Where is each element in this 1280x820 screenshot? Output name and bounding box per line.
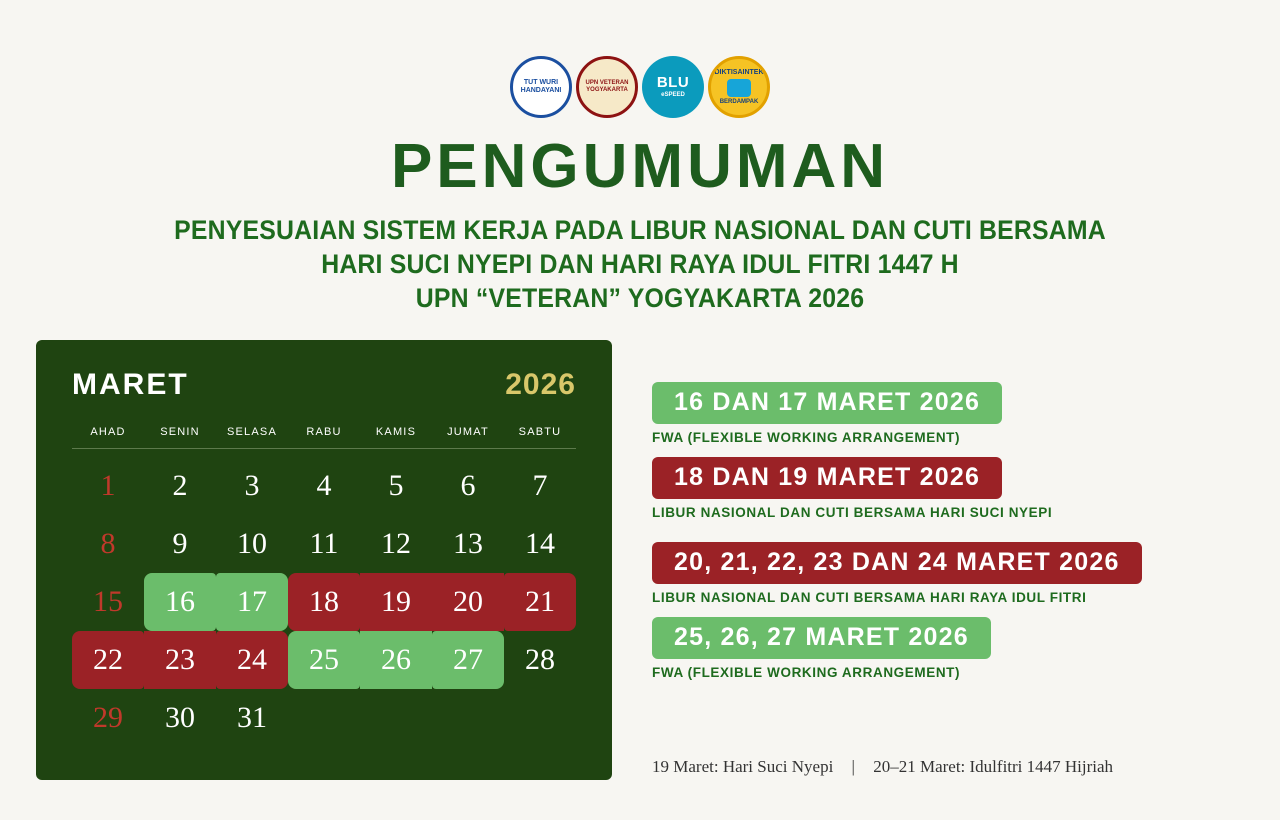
calendar-cell-empty xyxy=(288,689,360,747)
calendar-day-cell[interactable]: 14 xyxy=(525,527,555,560)
day-name-kamis: KAMIS xyxy=(375,426,417,438)
calendar-month-label: MARET xyxy=(72,368,189,401)
logo-row xyxy=(0,0,1280,118)
day-name-sabtu: SABTU xyxy=(518,426,562,438)
subtitle-block xyxy=(0,214,1280,315)
calendar-card xyxy=(36,340,612,780)
legend-date-range: 20, 21, 22, 23 DAN 24 MARET 2026 xyxy=(652,542,1142,584)
footnote-left: 19 Maret: Hari Suci Nyepi xyxy=(652,757,834,776)
tut-wuri-handayani-logo-text: TUT WURI HANDAYANI xyxy=(520,79,562,94)
calendar-day-cell[interactable]: 15 xyxy=(93,585,123,618)
legend-item xyxy=(652,617,1232,680)
calendar-day-cell[interactable]: 22 xyxy=(72,631,144,689)
legend-caption: FWA (FLEXIBLE WORKING ARRANGEMENT) xyxy=(652,430,961,445)
calendar-day-cell[interactable]: 3 xyxy=(244,469,260,502)
blu-logo xyxy=(642,56,704,118)
calendar-day-cell[interactable]: 5 xyxy=(388,469,404,502)
calendar-day-cell[interactable]: 25 xyxy=(288,631,360,689)
day-name-selasa: SELASA xyxy=(226,426,277,438)
calendar-day-cell[interactable]: 18 xyxy=(288,573,360,631)
calendar-day-cell[interactable]: 20 xyxy=(432,573,504,631)
footnote-right: 20–21 Maret: Idulfitri 1447 Hijriah xyxy=(873,757,1114,776)
blu-logo-main: BLU xyxy=(656,74,690,92)
calendar-day-cell[interactable]: 21 xyxy=(504,573,576,631)
legend-spacer xyxy=(652,532,1232,542)
calendar-day-cell[interactable]: 26 xyxy=(360,631,432,689)
legend-caption: LIBUR NASIONAL DAN CUTI BERSAMA HARI RAYA IDUL FITRI xyxy=(652,590,1087,605)
calendar-day-cell[interactable]: 27 xyxy=(432,631,504,689)
calendar-year-label: 2026 xyxy=(505,368,576,401)
calendar-day-cell[interactable]: 29 xyxy=(93,701,123,734)
calendar-day-cell[interactable]: 1 xyxy=(100,469,116,502)
calendar-day-cell[interactable]: 17 xyxy=(216,573,288,631)
calendar-cell-empty xyxy=(504,689,576,747)
diktisaintek-logo-bottom: BERDAMPAK xyxy=(719,98,759,105)
calendar-day-cell[interactable]: 19 xyxy=(360,573,432,631)
subtitle-line-2: HARI SUCI NYEPI DAN HARI RAYA IDUL FITRI 1447 H xyxy=(321,248,959,279)
upn-veteran-yogyakarta-logo xyxy=(576,56,638,118)
calendar-day-cell[interactable]: 31 xyxy=(237,701,267,734)
calendar-day-cell[interactable]: 13 xyxy=(453,527,483,560)
diktisaintek-logo-emblem xyxy=(727,79,751,97)
diktisaintek-logo-top: DIKTISAINTEK xyxy=(714,69,764,77)
calendar-day-cell[interactable]: 4 xyxy=(316,469,332,502)
page-title: PENGUMUMAN xyxy=(390,132,890,201)
legend-item xyxy=(652,457,1232,520)
calendar-day-cell[interactable]: 16 xyxy=(144,573,216,631)
footnote-separator: | xyxy=(851,757,855,776)
legend-list xyxy=(652,382,1232,692)
legend-date-range: 16 DAN 17 MARET 2026 xyxy=(652,382,1002,424)
legend-caption: FWA (FLEXIBLE WORKING ARRANGEMENT) xyxy=(652,665,961,680)
calendar-header xyxy=(72,368,576,402)
legend-item xyxy=(652,382,1232,445)
calendar-day-cell[interactable]: 7 xyxy=(532,469,548,502)
calendar-day-cell[interactable]: 9 xyxy=(172,527,188,560)
calendar-cell-empty xyxy=(360,689,432,747)
day-name-rabu: RABU xyxy=(306,426,342,438)
calendar-day-cell[interactable]: 23 xyxy=(144,631,216,689)
calendar-cell-empty xyxy=(432,689,504,747)
subtitle-line-1: PENYESUAIAN SISTEM KERJA PADA LIBUR NASIONAL DAN CUTI BERSAMA xyxy=(174,215,1106,245)
blu-logo-sub: eSPEED xyxy=(661,92,685,99)
subtitle-line-3: UPN “VETERAN” YOGYAKARTA 2026 xyxy=(415,282,865,313)
legend-date-range: 25, 26, 27 MARET 2026 xyxy=(652,617,991,659)
legend-item xyxy=(652,542,1232,605)
calendar-day-cell[interactable]: 10 xyxy=(237,527,267,560)
diktisaintek-berdampak-logo xyxy=(708,56,770,118)
upn-veteran-yogyakarta-logo-text: UPN VETERAN YOGYAKARTA xyxy=(585,80,629,93)
calendar-day-cell[interactable]: 11 xyxy=(309,527,339,560)
calendar-day-cell[interactable]: 2 xyxy=(172,469,188,502)
day-name-senin: SENIN xyxy=(160,426,200,438)
footnote xyxy=(652,757,1113,777)
calendar-day-cell[interactable]: 30 xyxy=(165,701,195,734)
calendar-day-cell[interactable]: 12 xyxy=(381,527,411,560)
day-name-ahad: AHAD xyxy=(90,426,126,438)
day-name-jumat: JUMAT xyxy=(447,426,489,438)
calendar-day-names xyxy=(72,426,576,449)
calendar-day-cell[interactable]: 28 xyxy=(525,643,555,676)
calendar-day-cell[interactable]: 8 xyxy=(100,527,116,560)
tut-wuri-handayani-logo xyxy=(510,56,572,118)
legend-date-range: 18 DAN 19 MARET 2026 xyxy=(652,457,1002,499)
calendar-day-cell[interactable]: 6 xyxy=(460,469,476,502)
calendar-day-cell[interactable]: 24 xyxy=(216,631,288,689)
calendar-grid xyxy=(72,457,576,747)
legend-caption: LIBUR NASIONAL DAN CUTI BERSAMA HARI SUCI NYEPI xyxy=(652,505,1053,520)
